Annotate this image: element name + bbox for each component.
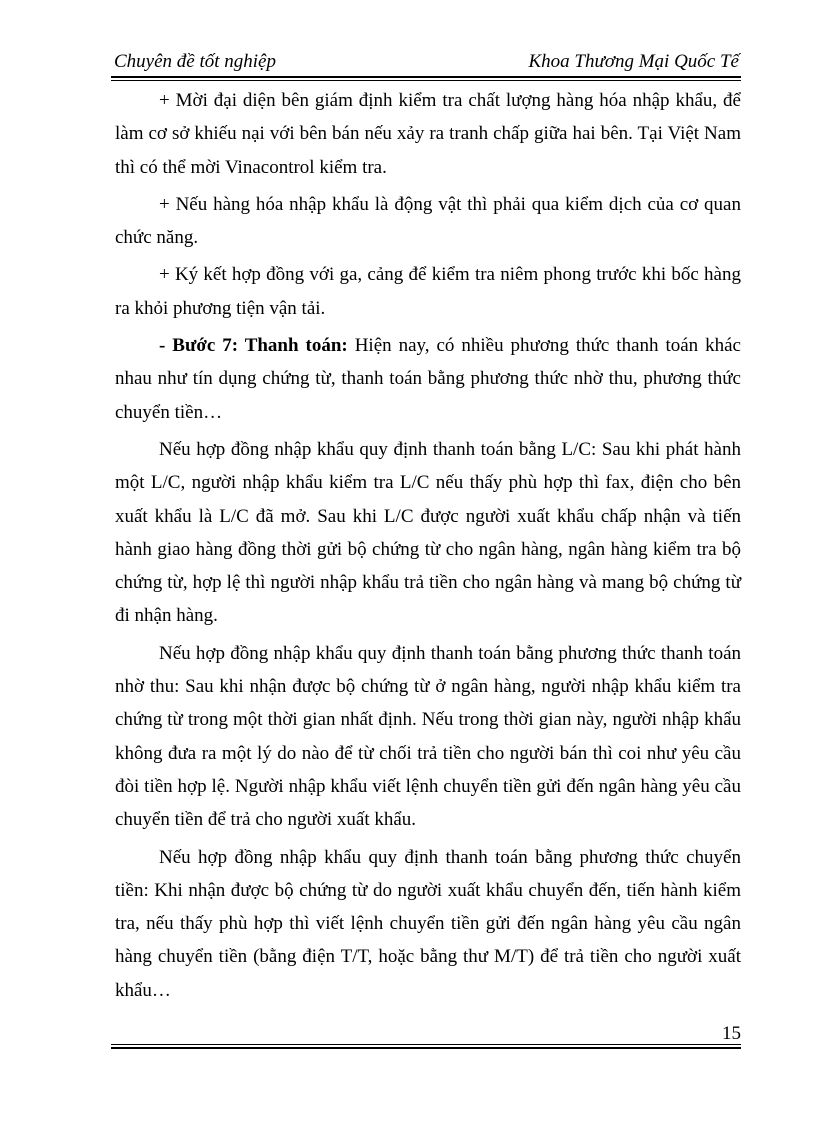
footer-rule-thin (111, 1044, 741, 1045)
header-thesis-title: Chuyên đề tốt nghiệp (114, 51, 276, 72)
paragraph-collection-payment: Nếu hợp đồng nhập khẩu quy định thanh toán bằng phương thức thanh toán nhờ thu: Sau khi nhận được bộ chứng từ ở ngân hàng, người nhập khẩu kiểm tra chứng từ trong một thời gian nhất định. Nếu trong thời gian này, người nhập khẩu không đưa ra một lý do nào để từ chối trả tiền cho người bán thì coi như yêu cầu đòi tiền hợp lệ. Người nhập khẩu viết lệnh chuyển tiền gửi đến ngân hàng yêu cầu chuyển tiền để trả cho người xuất khẩu. (115, 642, 741, 831)
paragraph-step7 (115, 329, 741, 429)
paragraph-transfer-payment: Nếu hợp đồng nhập khẩu quy định thanh toán bằng phương thức chuyển tiền: Khi nhận được bộ chứng từ do người xuất khẩu chuyển đến, tiến hành kiểm tra, nếu thấy phù hợp thì viết lệnh chuyển tiền gửi đến ngân hàng yêu cầu ngân hàng chuyển tiền (bằng điện T/T, hoặc bằng thư M/T) để trả tiền cho người xuất khẩu… (115, 846, 741, 1001)
footer-rule (111, 1047, 741, 1049)
header-faculty-name: Khoa Thương Mại Quốc Tế (528, 51, 739, 72)
paragraph-lc-payment: Nếu hợp đồng nhập khẩu quy định thanh toán bằng L/C: Sau khi phát hành một L/C, người nhập khẩu kiểm tra L/C nếu thấy phù hợp thì fax, điện cho bên xuất khẩu là L/C đã mở. Sau khi L/C được người xuất khẩu chấp nhận và tiến hành giao hàng đồng thời gửi bộ chứng từ cho ngân hàng, ngân hàng kiểm tra bộ chứng từ, hợp lệ thì người nhập khẩu trả tiền cho ngân hàng và mang bộ chứng từ đi nhận hàng. (115, 438, 741, 627)
step7-text: Hiện nay, có nhiều phương thức thanh toán khác nhau như tín dụng chứng từ, thanh toán bằng phương thức nhờ thu, phương thức chuyển tiền… (115, 335, 741, 423)
step7-label: - Bước 7: Thanh toán: (159, 335, 348, 357)
page-number: 15 (722, 1023, 741, 1044)
header-rule-thin (111, 80, 741, 81)
paragraph-quarantine: + Nếu hàng hóa nhập khẩu là động vật thì phải qua kiểm dịch của cơ quan chức năng. (115, 193, 741, 249)
paragraph-inspection: + Mời đại diện bên giám định kiểm tra chất lượng hàng hóa nhập khẩu, để làm cơ sở khiếu nại với bên bán nếu xảy ra tranh chấp giữa hai bên. Tại Việt Nam thì có thể mời Vinacontrol kiểm tra. (115, 90, 741, 178)
header-rule (111, 76, 741, 78)
document-body (115, 84, 741, 1007)
paragraph-seal-check: + Ký kết hợp đồng với ga, cảng để kiểm tra niêm phong trước khi bốc hàng ra khỏi phương tiện vận tải. (115, 264, 741, 319)
page-header (111, 48, 741, 76)
